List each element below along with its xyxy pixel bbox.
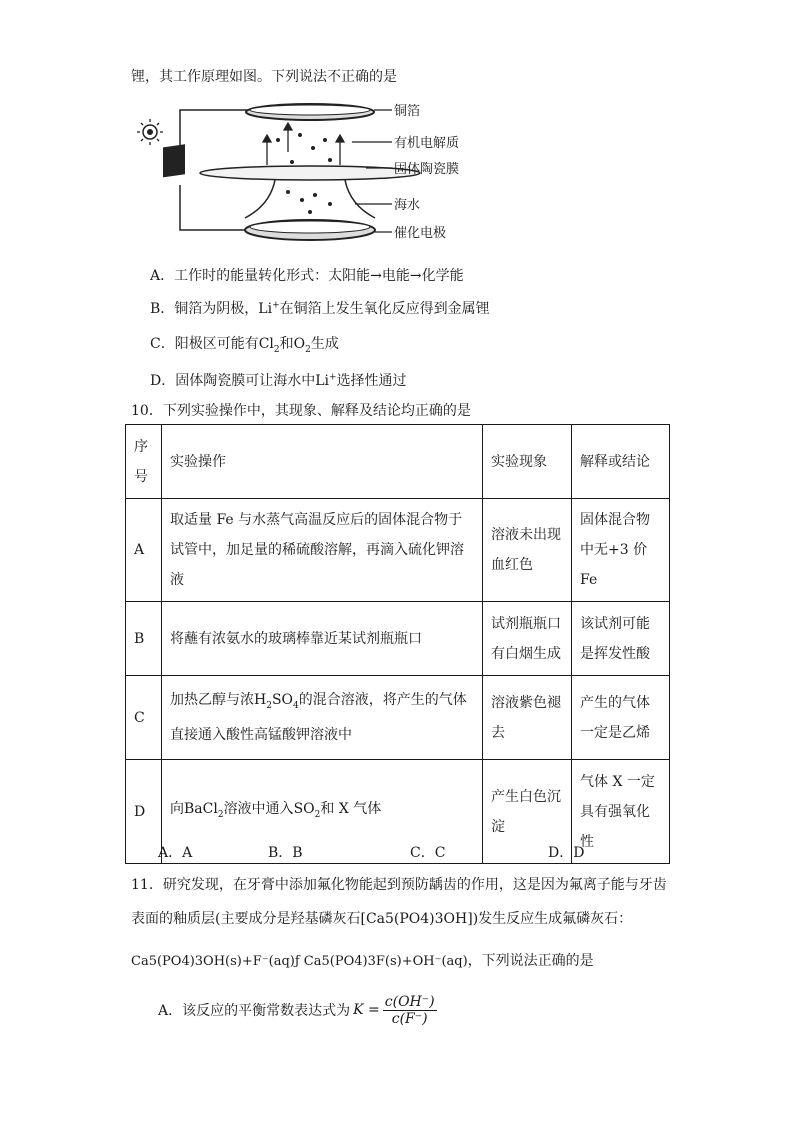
row-conclusion: 气体 X 一定具有强氧化性 [572,760,670,864]
label-copper-foil: 铜箔 [394,104,421,119]
li-ions [276,133,332,164]
q9-stem: 锂，其工作原理如图。下列说法不正确的是 [131,69,397,85]
row-phenomenon: 产生白色沉淀 [483,760,572,864]
row-id: A [126,499,162,602]
q11-equation: Ca5(PO4)3OH(s)+F⁻(aq)ƒ Ca5(PO4)3F(s)+OH⁻(aq)，下列说法正确的是 [131,953,594,969]
q11-option-a: A．该反应的平衡常数表达式为 K = $\frac{c(OH^-)}{c(F^-)}$ [158,993,435,1027]
label-ceramic-membrane: 固体陶瓷膜 [394,162,460,177]
table-row [126,602,670,676]
li-flow-arrows [263,123,344,165]
q10-choice-b: B．B [268,845,303,861]
catalytic-electrode [245,220,375,240]
header-operation: 实验操作 [162,425,483,499]
label-seawater: 海水 [394,198,421,213]
row-id: B [126,602,162,676]
seawater-ions [286,190,332,214]
row-phenomenon: 试剂瓶瓶口有白烟生成 [483,602,572,676]
row-conclusion: 产生的气体一定是乙烯 [572,676,670,760]
header-phenomenon: 实验现象 [483,425,572,499]
row-operation: 将蘸有浓氨水的玻璃棒靠近某试剂瓶瓶口 [162,602,483,676]
q10-choice-c: C．C [410,845,446,861]
q11-stem-line2: 表面的釉质层(主要成分是羟基磷灰石[Ca5(PO4)3OH])发生反应生成氟磷灰石： [131,911,633,927]
row-phenomenon: 溶液紫色褪去 [483,676,572,760]
row-conclusion: 固体混合物中无+3 价 Fe [572,499,670,602]
header-number: 序 号 [126,425,162,499]
table-row [126,760,670,864]
q11-stem-line1: 11．研究发现，在牙膏中添加氟化物能起到预防龋齿的作用，这是因为氟离子能与牙齿 [131,877,667,893]
q9-option-d: D．固体陶瓷膜可让海水中Li+选择性通过 [150,372,407,389]
q10-choice-a: A．A [158,845,193,861]
q10-choice-d: D．D [548,845,585,861]
table-row [126,676,670,760]
row-id: D [126,760,162,864]
q10-stem: 10．下列实验操作中，其现象、解释及结论均正确的是 [131,403,471,419]
row-id: C [126,676,162,760]
q9-option-b: B．铜箔为阴极，Li+在铜箔上发生氧化反应得到金属锂 [150,300,490,317]
table-header-row [126,425,670,499]
row-phenomenon: 溶液未出现血红色 [483,499,572,602]
header-conclusion: 解释或结论 [572,425,670,499]
row-operation: 加热乙醇与浓$H_2SO_4$的混合溶液，将产生的气体直接通入酸性高锰酸钾溶液中 [162,676,483,760]
q10-table [125,424,670,864]
label-organic-electrolyte: 有机电解质 [394,136,460,151]
battery-diagram [130,100,470,250]
row-operation: 向BaCl$_2$溶液中通入$SO_2$和 X 气体 [162,760,483,864]
sun-icon [137,119,163,145]
q9-option-c: C．阳极区可能有$Cl_2$和$O_2$生成 [150,336,339,355]
row-operation: 取适量 Fe 与水蒸气高温反应后的固体混合物于试管中，加足量的稀硫酸溶解，再滴入硫化钾溶液 [162,499,483,602]
table-row [126,499,670,602]
k-fraction: $\frac{c(OH^-)}{c(F^-)}$ [384,993,435,1027]
label-catalytic-electrode: 催化电极 [394,226,447,241]
row-conclusion: 该试剂可能是挥发性酸 [572,602,670,676]
copper-foil [246,104,374,120]
solar-panel [163,144,185,177]
q9-option-a: A．工作时的能量转化形式：太阳能→电能→化学能 [150,268,464,284]
